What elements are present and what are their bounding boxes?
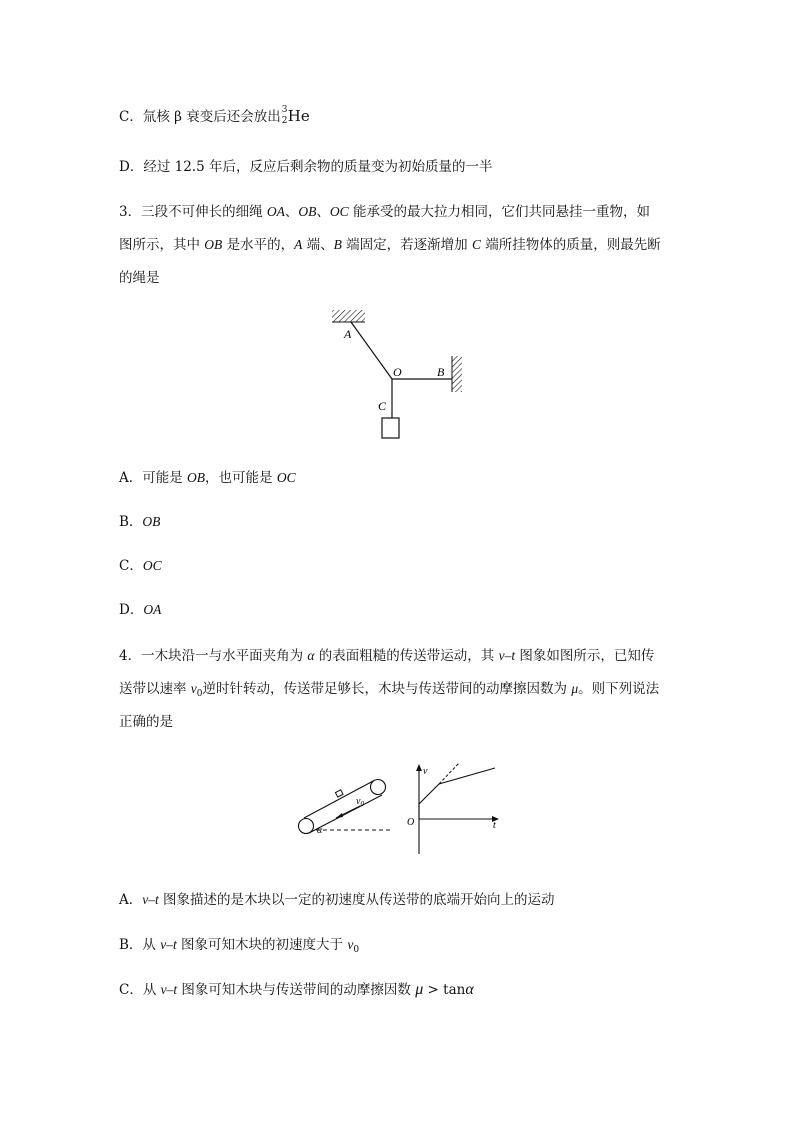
q4-line-3: 正确的是 [119, 714, 173, 730]
question-4 [119, 646, 679, 745]
wall-support [452, 356, 462, 392]
label-alpha: α [317, 825, 323, 836]
hanging-weight [382, 418, 399, 438]
label-a: A [344, 327, 352, 341]
q3-rope-diagram [326, 306, 476, 446]
rope-oa [351, 322, 392, 379]
option-d-prev: D．经过 12.5 年后，反应后剩余物的质量变为初始质量的一半 [119, 159, 493, 175]
q4-option-b: B．从 v–t 图象可知木块的初速度大于 $v_0$ [119, 937, 360, 955]
option-c-prev: C．氚核 β 衰变后还会放出 3 2 He [119, 105, 310, 126]
q4-option-a: A．v–t 图象描述的是木块以一定的初速度从传送带的底端开始向上的运动 [119, 892, 555, 908]
axis-label-v: v [423, 766, 428, 777]
velocity-curve [419, 768, 495, 819]
q3-line-1: 3．三段不可伸长的细绳 OA、OB、OC 能承受的最大拉力相同，它们共同悬挂一重物，如 [119, 204, 650, 220]
q4-line-2: 送带以速率 $v_0$逆时针转动，传送带足够长，木块与传送带间的动摩擦因数为 μ。则下列说法 [119, 681, 660, 699]
q4-conveyor-diagram [290, 770, 400, 840]
q3-option-b: B．OB [119, 514, 161, 530]
q3-option-d: D．OA [119, 602, 162, 618]
lower-roller [299, 819, 314, 834]
q3-option-c: C．OC [119, 558, 162, 574]
question-3 [119, 202, 679, 301]
axis-label-t: t [493, 820, 496, 831]
q3-line-2: 图所示，其中 OB 是水平的，A 端、B 端固定，若逐渐增加 C 端所挂物体的质量，则最先断 [119, 237, 661, 253]
nuclide-notation: 3 2 [281, 105, 288, 126]
wooden-block [335, 790, 343, 797]
axis-label-o: O [407, 817, 415, 828]
q3-option-a: A．可能是 OB，也可能是 OC [119, 470, 296, 486]
ceiling-support [332, 310, 365, 322]
label-o: O [393, 365, 402, 379]
label-v0: $v_0$ [356, 796, 364, 808]
label-c: C [378, 399, 387, 413]
label-b: B [437, 365, 445, 379]
q4-option-c: C．从 v–t 图象可知木块与传送带间的动摩擦因数 μ > tanα [119, 981, 474, 998]
belt-direction-arrow [336, 813, 343, 818]
q4-vt-graph [398, 756, 508, 858]
q3-line-3: 的绳是 [119, 270, 160, 286]
q4-line-1: 4．一木块沿一与水平面夹角为 α 的表面粗糙的传送带运动，其 v–t 图象如图所示，已知传 [119, 648, 655, 664]
upper-roller [371, 780, 386, 795]
v-axis-arrow [416, 764, 422, 771]
